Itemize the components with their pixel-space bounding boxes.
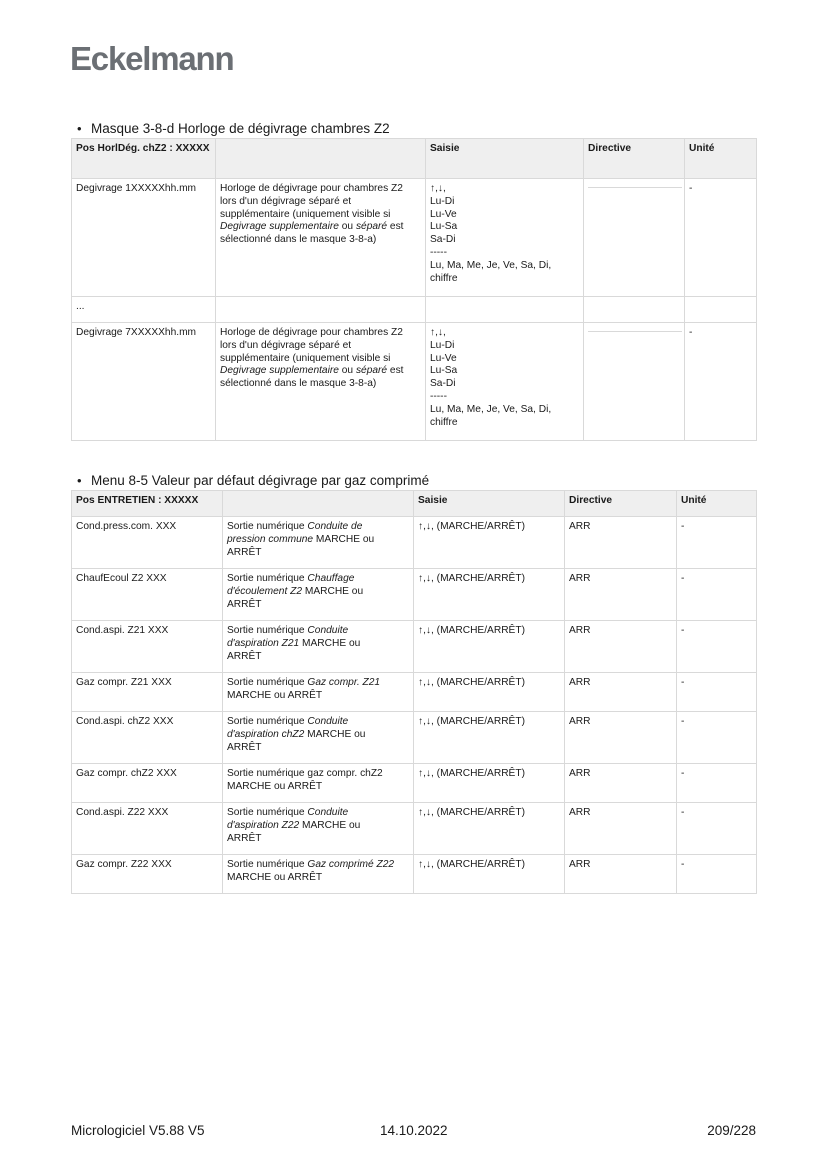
table-valeur-defaut [71, 490, 757, 894]
saisie-line: Lu, Ma, Me, Je, Ve, Sa, Di, [430, 259, 552, 271]
desc-italic: d'aspiration Z21 [227, 637, 300, 649]
table-row [72, 673, 757, 712]
bullet-icon: • [77, 473, 82, 488]
desc-text: MARCHE ou [304, 728, 366, 740]
saisie-line: Lu-Di [430, 195, 455, 207]
desc-italic: Gaz compr. Z21 [307, 677, 381, 688]
desc-italic: Conduite [307, 807, 349, 818]
cell-pos: Cond.aspi. Z22 XXX [72, 803, 223, 855]
desc-text: MARCHE ou ARRÊT [227, 780, 323, 792]
cell-pos: Degivrage 1XXXXXhh.mm [72, 179, 216, 297]
footer-date: 14.10.2022 [380, 1123, 448, 1138]
table-row [72, 297, 757, 323]
header-description [216, 139, 426, 179]
desc-text: est [387, 221, 404, 233]
desc-text: MARCHE ou ARRÊT [227, 871, 323, 883]
saisie-line: ↑,↓, [430, 183, 446, 194]
cell-saisie: ↑,↓, (MARCHE/ARRÊT) [414, 569, 565, 621]
desc-italic: Degivrage supplementaire [220, 221, 339, 233]
desc-line: lors d'un dégivrage séparé et [220, 339, 352, 351]
cell-description [223, 855, 414, 894]
table-row [72, 621, 757, 673]
cell-unite: - [677, 517, 757, 569]
desc-italic: Gaz comprimé Z22 [307, 859, 395, 870]
saisie-line: Lu-Ve [430, 208, 457, 220]
cell-unite: - [677, 569, 757, 621]
cell-saisie: ↑,↓, (MARCHE/ARRÊT) [414, 673, 565, 712]
saisie-line: Sa-Di [430, 378, 456, 390]
saisie-line: ↑,↓, [430, 327, 446, 338]
table-header-row [72, 491, 757, 517]
desc-line: sélectionné dans le masque 3-8-a) [220, 234, 377, 246]
desc-italic: séparé [355, 365, 388, 377]
directive-field [588, 331, 682, 332]
cell-pos: Gaz compr. Z21 XXX [72, 673, 223, 712]
desc-italic: d'aspiration chZ2 [227, 728, 305, 740]
desc-line [227, 859, 409, 872]
desc-text: MARCHE ou ARRÊT [227, 689, 323, 701]
cell-saisie [426, 297, 584, 323]
table-row [72, 764, 757, 803]
cell-description [223, 621, 414, 673]
cell-description [216, 179, 426, 297]
header-directive: Directive [565, 491, 677, 517]
desc-line: Horloge de dégivrage pour chambres Z2 [220, 327, 403, 338]
cell-directive: ARR [565, 569, 677, 621]
desc-text: Sortie numérique [227, 807, 308, 818]
cell-unite: - [677, 621, 757, 673]
desc-line: ARRÊT [227, 650, 262, 662]
cell-directive: ARR [565, 803, 677, 855]
cell-unite [685, 297, 757, 323]
desc-line [227, 781, 409, 794]
saisie-line: Lu, Ma, Me, Je, Ve, Sa, Di, [430, 403, 552, 415]
header-unite: Unité [677, 491, 757, 517]
table-row [72, 517, 757, 569]
desc-line: Horloge de dégivrage pour chambres Z2 [220, 183, 403, 194]
desc-text: MARCHE ou [299, 637, 361, 649]
cell-pos: Gaz compr. Z22 XXX [72, 855, 223, 894]
cell-unite: - [677, 673, 757, 712]
cell-directive [584, 323, 685, 441]
cell-pos: Gaz compr. chZ2 XXX [72, 764, 223, 803]
cell-pos: Cond.aspi. chZ2 XXX [72, 712, 223, 764]
desc-italic: Conduite de [307, 521, 363, 532]
cell-directive: ARR [565, 621, 677, 673]
saisie-line: Lu-Sa [430, 365, 458, 377]
desc-line: lors d'un dégivrage séparé et [220, 195, 352, 207]
saisie-line: Lu-Ve [430, 352, 457, 364]
cell-unite: - [677, 764, 757, 803]
desc-line [227, 534, 409, 547]
cell-directive: ARR [565, 517, 677, 569]
desc-line [227, 872, 409, 885]
header-directive: Directive [584, 139, 685, 179]
cell-saisie: ↑,↓, (MARCHE/ARRÊT) [414, 803, 565, 855]
desc-line [220, 365, 421, 378]
saisie-line: chiffre [430, 272, 458, 284]
desc-line [227, 807, 409, 820]
cell-description [216, 323, 426, 441]
table-row [72, 803, 757, 855]
desc-line: supplémentaire (uniquement visible si [220, 208, 391, 220]
table-row [72, 569, 757, 621]
desc-text: Sortie numérique [227, 716, 308, 727]
cell-description [216, 297, 426, 323]
desc-line [227, 586, 409, 599]
saisie-line: ----- [430, 246, 447, 258]
desc-italic: Chauffage [307, 573, 355, 584]
saisie-line: chiffre [430, 416, 458, 428]
cell-directive: ARR [565, 764, 677, 803]
cell-unite: - [677, 803, 757, 855]
section-title-menu [77, 473, 429, 488]
cell-description [223, 673, 414, 712]
table-horloge-degivrage [71, 138, 757, 441]
cell-description [223, 569, 414, 621]
bullet-icon: • [77, 121, 82, 136]
saisie-line: ----- [430, 390, 447, 402]
desc-line: sélectionné dans le masque 3-8-a) [220, 378, 377, 390]
cell-description [223, 712, 414, 764]
header-unite: Unité [685, 139, 757, 179]
cell-saisie: ↑,↓, (MARCHE/ARRÊT) [414, 855, 565, 894]
desc-text: Sortie numérique [227, 573, 308, 584]
header-pos: Pos HorlDég. chZ2 : XXXXX [72, 139, 216, 179]
desc-line [227, 768, 409, 781]
cell-unite: - [685, 323, 757, 441]
cell-saisie: ↑,↓, (MARCHE/ARRÊT) [414, 517, 565, 569]
desc-italic: d'écoulement Z2 [227, 585, 302, 597]
directive-field [588, 187, 682, 188]
cell-pos: Cond.aspi. Z21 XXX [72, 621, 223, 673]
cell-saisie: ↑,↓, (MARCHE/ARRÊT) [414, 764, 565, 803]
cell-directive: ARR [565, 855, 677, 894]
cell-directive: ARR [565, 673, 677, 712]
desc-text: Sortie numérique [227, 521, 308, 532]
desc-italic: Conduite [307, 625, 349, 636]
cell-description [223, 517, 414, 569]
desc-line [227, 677, 409, 690]
cell-directive [584, 179, 685, 297]
table-row [72, 712, 757, 764]
desc-text: Sortie numérique [227, 625, 308, 636]
desc-line: ARRÊT [227, 598, 262, 610]
cell-pos: Cond.press.com. XXX [72, 517, 223, 569]
header-description [223, 491, 414, 517]
desc-text: Sortie numérique gaz compr. chZ2 [227, 768, 383, 779]
cell-saisie: ↑,↓, (MARCHE/ARRÊT) [414, 621, 565, 673]
cell-unite: - [677, 712, 757, 764]
cell-saisie [426, 323, 584, 441]
cell-pos: ... [72, 297, 216, 323]
section-title-text: Masque 3-8-d Horloge de dégivrage chambres Z2 [91, 121, 390, 136]
saisie-line: Lu-Di [430, 339, 455, 351]
cell-description [223, 764, 414, 803]
desc-italic: d'aspiration Z22 [227, 819, 300, 831]
cell-saisie: ↑,↓, (MARCHE/ARRÊT) [414, 712, 565, 764]
desc-line [227, 573, 409, 586]
cell-unite: - [677, 855, 757, 894]
desc-line: ARRÊT [227, 546, 262, 558]
desc-line [227, 729, 409, 742]
table-row [72, 855, 757, 894]
desc-line: ARRÊT [227, 832, 262, 844]
desc-italic: Conduite [307, 716, 349, 727]
table-row [72, 179, 757, 297]
desc-text: MARCHE ou [313, 533, 375, 545]
desc-text: est [387, 365, 404, 377]
desc-italic: séparé [355, 221, 388, 233]
desc-text: MARCHE ou [302, 585, 364, 597]
cell-unite: - [685, 179, 757, 297]
section-title-text: Menu 8-5 Valeur par défaut dégivrage par gaz comprimé [91, 473, 430, 488]
desc-text: ou [338, 221, 356, 233]
header-saisie: Saisie [414, 491, 565, 517]
section-title-horloge [77, 121, 390, 136]
desc-text: ou [338, 365, 356, 377]
header-pos: Pos ENTRETIEN : XXXXX [72, 491, 223, 517]
desc-line: supplémentaire (uniquement visible si [220, 352, 391, 364]
desc-line [227, 690, 409, 703]
desc-line: ARRÊT [227, 741, 262, 753]
footer-product: Micrologiciel V5.88 V5 [71, 1123, 205, 1138]
saisie-line: Lu-Sa [430, 221, 458, 233]
footer-page-number: 209/228 [707, 1123, 756, 1138]
cell-description [223, 803, 414, 855]
desc-text: Sortie numérique [227, 677, 308, 688]
cell-pos: ChaufEcoul Z2 XXX [72, 569, 223, 621]
desc-line [227, 820, 409, 833]
table-header-row [72, 139, 757, 179]
cell-directive: ARR [565, 712, 677, 764]
cell-pos: Degivrage 7XXXXXhh.mm [72, 323, 216, 441]
header-saisie: Saisie [426, 139, 584, 179]
desc-italic: pression commune [227, 533, 314, 545]
cell-directive [584, 297, 685, 323]
desc-italic: Degivrage supplementaire [220, 365, 339, 377]
table-row [72, 323, 757, 441]
desc-text: MARCHE ou [299, 819, 361, 831]
desc-line [220, 221, 421, 234]
cell-saisie [426, 179, 584, 297]
desc-line [227, 625, 409, 638]
desc-text: Sortie numérique [227, 859, 308, 870]
saisie-line: Sa-Di [430, 234, 456, 246]
desc-line [227, 716, 409, 729]
desc-line [227, 638, 409, 651]
eckelmann-logo: Eckelmann [70, 40, 234, 77]
desc-line [227, 521, 409, 534]
